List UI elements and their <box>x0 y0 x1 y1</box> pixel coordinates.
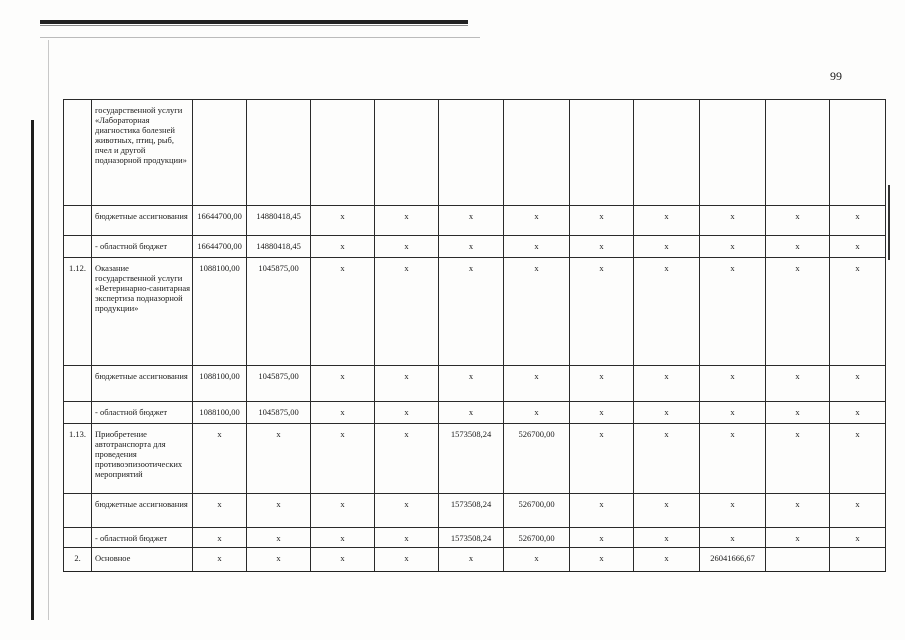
cell-value: x <box>570 548 634 572</box>
cell-value: 1573508,24 <box>439 494 504 528</box>
cell-value: x <box>439 206 504 236</box>
cell-value <box>766 100 830 206</box>
table-row <box>64 528 886 548</box>
table-row <box>64 402 886 424</box>
cell-value: 1045875,00 <box>247 258 311 366</box>
cell-value: 14880418,45 <box>247 206 311 236</box>
row-number: 1.12. <box>64 258 92 366</box>
row-number: 2. <box>64 548 92 572</box>
cell-value: 14880418,45 <box>247 236 311 258</box>
cell-value: x <box>570 258 634 366</box>
scan-margin-line <box>48 40 49 620</box>
cell-value: x <box>634 548 700 572</box>
row-name: Оказание государственной услуги «Ветеринарно-санитарная экспертиза подназорной продукции» <box>92 258 193 366</box>
cell-value: x <box>375 206 439 236</box>
cell-value: x <box>634 494 700 528</box>
cell-value: x <box>247 424 311 494</box>
cell-value: x <box>766 494 830 528</box>
header-rule-thin <box>40 25 468 26</box>
cell-value <box>375 100 439 206</box>
cell-value: x <box>766 528 830 548</box>
cell-value: x <box>375 402 439 424</box>
cell-value: 526700,00 <box>504 494 570 528</box>
row-number <box>64 402 92 424</box>
cell-value: x <box>375 258 439 366</box>
scan-right-mark <box>888 185 890 260</box>
cell-value: x <box>247 528 311 548</box>
cell-value: x <box>375 528 439 548</box>
cell-value: x <box>830 494 886 528</box>
cell-value: 1088100,00 <box>193 402 247 424</box>
cell-value: x <box>830 366 886 402</box>
cell-value: x <box>439 366 504 402</box>
cell-value: x <box>570 424 634 494</box>
cell-value: x <box>634 366 700 402</box>
row-name: Основное <box>92 548 193 572</box>
cell-value: x <box>766 366 830 402</box>
cell-value: 526700,00 <box>504 528 570 548</box>
cell-value <box>439 100 504 206</box>
cell-value: x <box>830 206 886 236</box>
cell-value <box>193 100 247 206</box>
row-name: бюджетные ассигнования <box>92 366 193 402</box>
cell-value: 16644700,00 <box>193 236 247 258</box>
row-number: 1.13. <box>64 424 92 494</box>
cell-value: x <box>439 402 504 424</box>
cell-value: x <box>766 402 830 424</box>
cell-value: x <box>375 366 439 402</box>
row-name: - областной бюджет <box>92 528 193 548</box>
header-rule <box>40 20 468 24</box>
cell-value: x <box>311 206 375 236</box>
cell-value <box>504 100 570 206</box>
cell-value: x <box>504 402 570 424</box>
cell-value: x <box>766 236 830 258</box>
cell-value: x <box>311 548 375 572</box>
cell-value: x <box>634 206 700 236</box>
cell-value: x <box>311 402 375 424</box>
cell-value: 1088100,00 <box>193 258 247 366</box>
table-row <box>64 548 886 572</box>
cell-value: x <box>193 424 247 494</box>
cell-value: x <box>311 494 375 528</box>
cell-value: x <box>570 528 634 548</box>
cell-value: x <box>193 528 247 548</box>
cell-value: x <box>766 424 830 494</box>
row-number <box>64 494 92 528</box>
cell-value: x <box>375 548 439 572</box>
cell-value: x <box>311 236 375 258</box>
table-row <box>64 236 886 258</box>
cell-value: x <box>700 206 766 236</box>
cell-value <box>311 100 375 206</box>
cell-value: x <box>570 236 634 258</box>
cell-value: x <box>247 494 311 528</box>
cell-value: x <box>247 548 311 572</box>
header-rule-faint <box>40 37 480 38</box>
cell-value <box>700 100 766 206</box>
cell-value: x <box>504 236 570 258</box>
row-name: - областной бюджет <box>92 402 193 424</box>
cell-value: x <box>700 258 766 366</box>
cell-value: x <box>634 236 700 258</box>
row-name: государственной услуги «Лабораторная диагностика болезней животных, птиц, рыб, пчел и другой подназорной продукции» <box>92 100 193 206</box>
cell-value <box>766 548 830 572</box>
cell-value: x <box>311 366 375 402</box>
cell-value: 16644700,00 <box>193 206 247 236</box>
cell-value <box>570 100 634 206</box>
cell-value: 1045875,00 <box>247 366 311 402</box>
page-number: 99 <box>830 69 842 83</box>
cell-value: x <box>504 548 570 572</box>
cell-value: x <box>700 236 766 258</box>
cell-value: x <box>504 258 570 366</box>
cell-value: 26041666,67 <box>700 548 766 572</box>
cell-value: 526700,00 <box>504 424 570 494</box>
cell-value: x <box>700 402 766 424</box>
cell-value: x <box>700 494 766 528</box>
cell-value: x <box>311 424 375 494</box>
cell-value: x <box>570 366 634 402</box>
table-row <box>64 494 886 528</box>
cell-value: x <box>700 528 766 548</box>
cell-value: x <box>439 258 504 366</box>
cell-value: x <box>375 494 439 528</box>
cell-value: x <box>311 258 375 366</box>
cell-value: x <box>311 528 375 548</box>
row-name: бюджетные ассигнования <box>92 206 193 236</box>
row-number <box>64 206 92 236</box>
cell-value: 1573508,24 <box>439 424 504 494</box>
scan-binding-edge <box>31 120 34 620</box>
cell-value: x <box>700 366 766 402</box>
cell-value: x <box>830 424 886 494</box>
row-number <box>64 528 92 548</box>
table-row <box>64 100 886 206</box>
row-name: - областной бюджет <box>92 236 193 258</box>
cell-value <box>247 100 311 206</box>
table-row <box>64 366 886 402</box>
cell-value: x <box>830 236 886 258</box>
cell-value <box>634 100 700 206</box>
cell-value: x <box>504 366 570 402</box>
cell-value: x <box>375 236 439 258</box>
cell-value: x <box>504 206 570 236</box>
cell-value: x <box>570 206 634 236</box>
row-name: Приобретение автотранспорта для проведения противоэпизоотических мероприятий <box>92 424 193 494</box>
row-name: бюджетные ассигнования <box>92 494 193 528</box>
cell-value: x <box>700 424 766 494</box>
cell-value: x <box>830 528 886 548</box>
cell-value: x <box>439 548 504 572</box>
cell-value: x <box>830 258 886 366</box>
cell-value: x <box>830 402 886 424</box>
cell-value: x <box>570 494 634 528</box>
cell-value: x <box>634 402 700 424</box>
table-row <box>64 258 886 366</box>
cell-value: 1045875,00 <box>247 402 311 424</box>
cell-value: x <box>634 528 700 548</box>
row-number <box>64 366 92 402</box>
cell-value <box>830 100 886 206</box>
cell-value: x <box>766 206 830 236</box>
table-row <box>64 424 886 494</box>
cell-value <box>830 548 886 572</box>
cell-value: x <box>193 494 247 528</box>
cell-value: x <box>439 236 504 258</box>
table-row <box>64 206 886 236</box>
cell-value: 1088100,00 <box>193 366 247 402</box>
budget-table <box>63 99 886 572</box>
row-number <box>64 236 92 258</box>
cell-value: x <box>570 402 634 424</box>
cell-value: x <box>634 424 700 494</box>
cell-value: x <box>375 424 439 494</box>
cell-value: x <box>766 258 830 366</box>
row-number <box>64 100 92 206</box>
cell-value: x <box>634 258 700 366</box>
cell-value: x <box>193 548 247 572</box>
cell-value: 1573508,24 <box>439 528 504 548</box>
